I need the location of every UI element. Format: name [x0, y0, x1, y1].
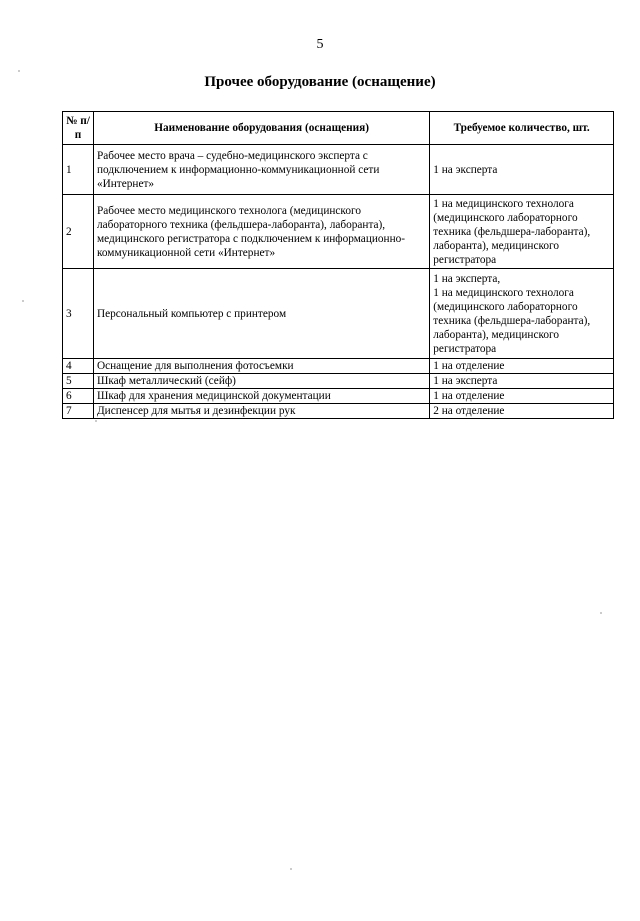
- equipment-name: Диспенсер для мытья и дезинфекции рук: [93, 404, 429, 419]
- table-row: [63, 269, 614, 359]
- scan-speck: [290, 868, 292, 870]
- table-row: [63, 195, 614, 269]
- row-number: 3: [63, 269, 94, 359]
- required-quantity: 1 на эксперта, 1 на медицинского технолога (медицинского лабораторного техника (фельдшера-лаборанта), лаборанта), медицинского регистратора: [430, 269, 614, 359]
- equipment-name: Рабочее место врача – судебно-медицинского эксперта с подключением к информационно-коммуникационной сети «Интернет»: [93, 145, 429, 195]
- row-number: 4: [63, 359, 94, 374]
- table-row: [63, 389, 614, 404]
- table-row: [63, 145, 614, 195]
- equipment-name: Рабочее место медицинского технолога (медицинского лабораторного техника (фельдшера-лаборанта), лаборанта), медицинского регистратора с подключением к информационно-коммуникационной сети «Интернет»: [93, 195, 429, 269]
- row-number: 5: [63, 374, 94, 389]
- equipment-name: Оснащение для выполнения фотосъемки: [93, 359, 429, 374]
- row-number: 2: [63, 195, 94, 269]
- scan-speck: [95, 420, 97, 422]
- equipment-name: Шкаф металлический (сейф): [93, 374, 429, 389]
- required-quantity: 1 на эксперта: [430, 374, 614, 389]
- table-row: [63, 374, 614, 389]
- row-number: 7: [63, 404, 94, 419]
- table-header-row: [63, 112, 614, 145]
- required-quantity: 1 на эксперта: [430, 145, 614, 195]
- equipment-name: Персональный компьютер с принтером: [93, 269, 429, 359]
- equipment-name: Шкаф для хранения медицинской документации: [93, 389, 429, 404]
- row-number: 6: [63, 389, 94, 404]
- page-number: 5: [316, 37, 324, 52]
- header-number: № п/п: [63, 112, 94, 145]
- scan-speck: [600, 612, 602, 614]
- document-title: Прочее оборудование (оснащение): [204, 74, 436, 90]
- equipment-table: [62, 111, 614, 419]
- table-row: [63, 359, 614, 374]
- scan-speck: [18, 70, 20, 72]
- scan-speck: [22, 300, 24, 302]
- header-equipment-name: Наименование оборудования (оснащения): [93, 112, 429, 145]
- required-quantity: 2 на отделение: [430, 404, 614, 419]
- required-quantity: 1 на медицинского технолога (медицинского лабораторного техника (фельдшера-лаборанта), лаборанта), медицинского регистратора: [430, 195, 614, 269]
- header-quantity: Требуемое количество, шт.: [430, 112, 614, 145]
- row-number: 1: [63, 145, 94, 195]
- required-quantity: 1 на отделение: [430, 389, 614, 404]
- table-row: [63, 404, 614, 419]
- required-quantity: 1 на отделение: [430, 359, 614, 374]
